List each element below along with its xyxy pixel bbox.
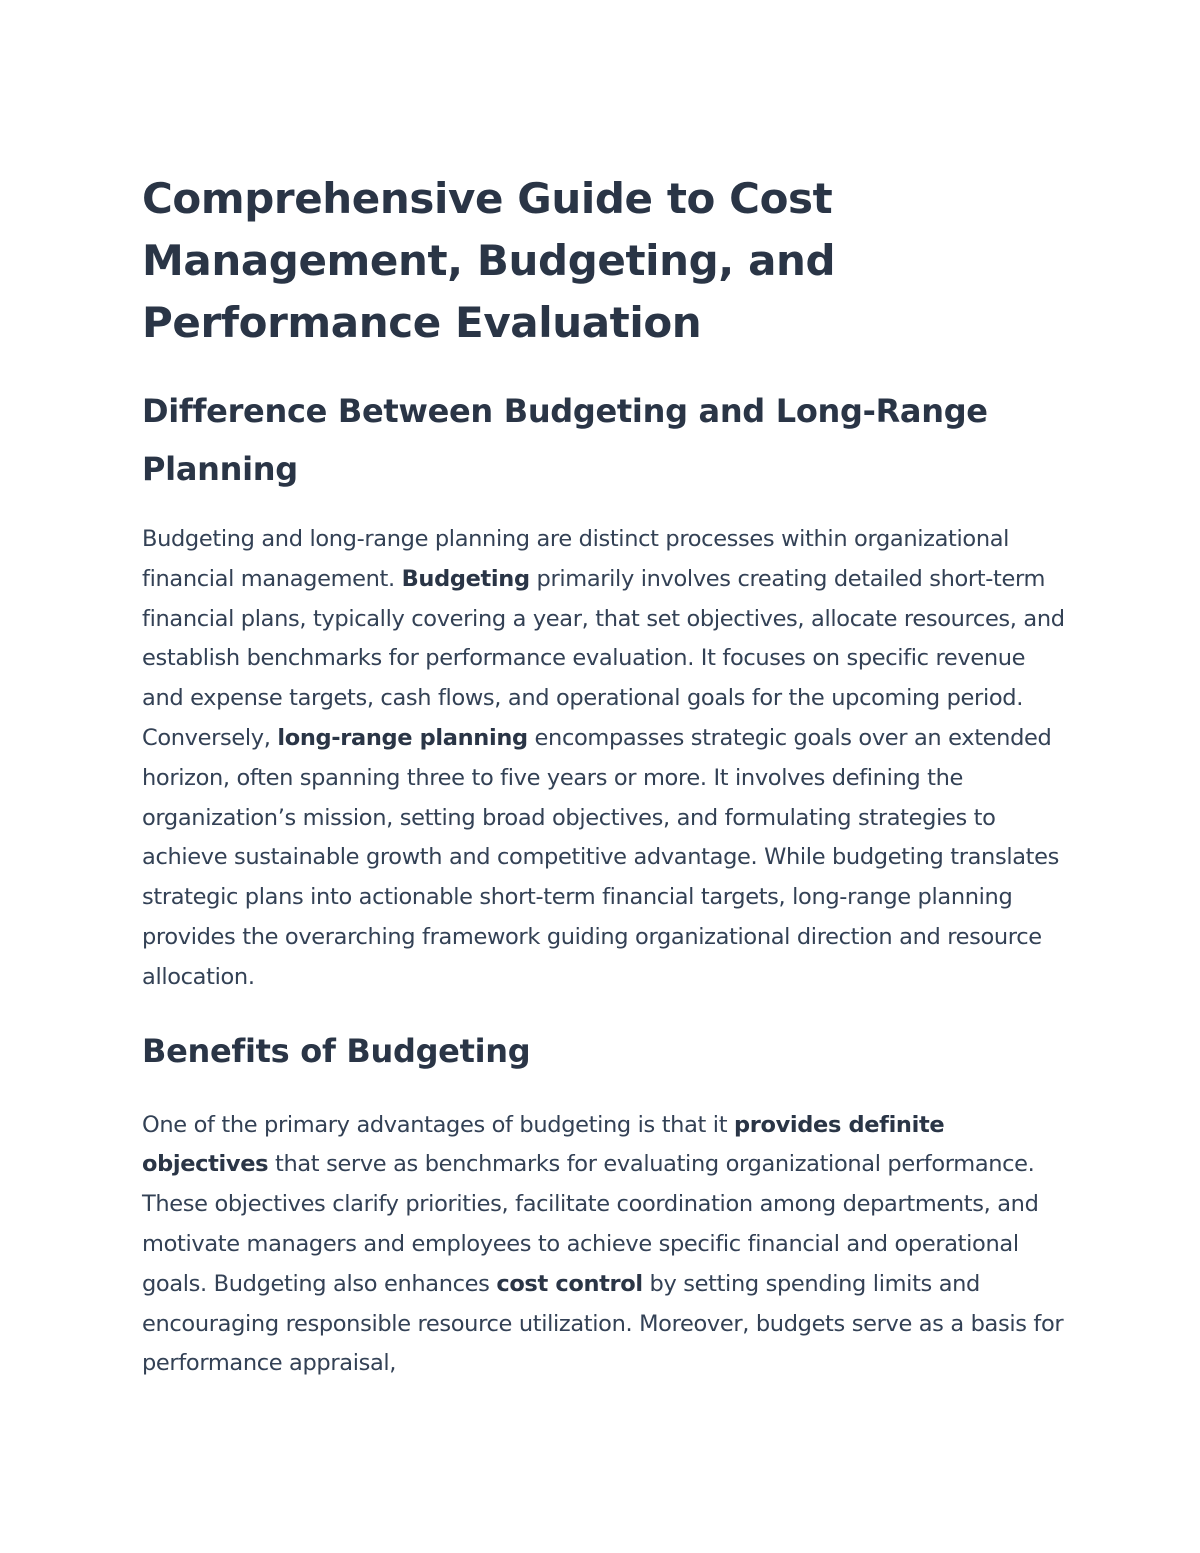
text-run: One of the primary advantages of budgeting is that it [142, 1111, 734, 1138]
section-heading-benefits: Benefits of Budgeting [142, 1031, 531, 1070]
document-title: Comprehensive Guide to Cost Management, Budgeting, and Performance Evaluation [142, 174, 836, 347]
bold-term-long-range-planning: long-range planning [277, 724, 528, 751]
document-page [142, 168, 1067, 1384]
text-run: by setting spending limits and encouraging responsible resource utilization. Moreover, budgets serve as a basis for performance appraisal, [142, 1270, 1064, 1377]
paragraph-budgeting-vs-planning [142, 520, 1067, 998]
bold-term-budgeting: Budgeting [401, 565, 530, 592]
text-run: encompasses strategic goals over an extended horizon, often spanning three to five years or more. It involves defining the organization’s mission, setting broad objectives, and formulating strategies to achieve sustainable growth and competitive advantage. While budgeting translates strategic plans into actionable short-term financial targets, long-range planning provides the overarching framework guiding organizational direction and resource allocation. [142, 724, 1059, 990]
section-heading-budgeting-vs-planning: Difference Between Budgeting and Long-Range Planning [142, 392, 988, 488]
bold-term-cost-control: cost control [496, 1270, 643, 1297]
text-run: primarily involves creating detailed short-term financial plans, typically covering a year, that set objectives, allocate resources, and establish benchmarks for performance evaluation. It focuses on specific revenue and expense targets, cash flows, and operational goals for the upcoming period. Conversely, [142, 565, 1065, 751]
text-run: that serve as benchmarks for evaluating organizational performance. These objectives clarify priorities, facilitate coordination among departments, and motivate managers and employees to achieve specific financial and operational goals. Budgeting also enhances [142, 1151, 1039, 1297]
paragraph-benefits [142, 1106, 1067, 1385]
text-run: Budgeting and long-range planning are distinct processes within organizational financial management. [142, 526, 1010, 592]
bold-term-definite-objectives: provides definite objectives [142, 1111, 945, 1178]
